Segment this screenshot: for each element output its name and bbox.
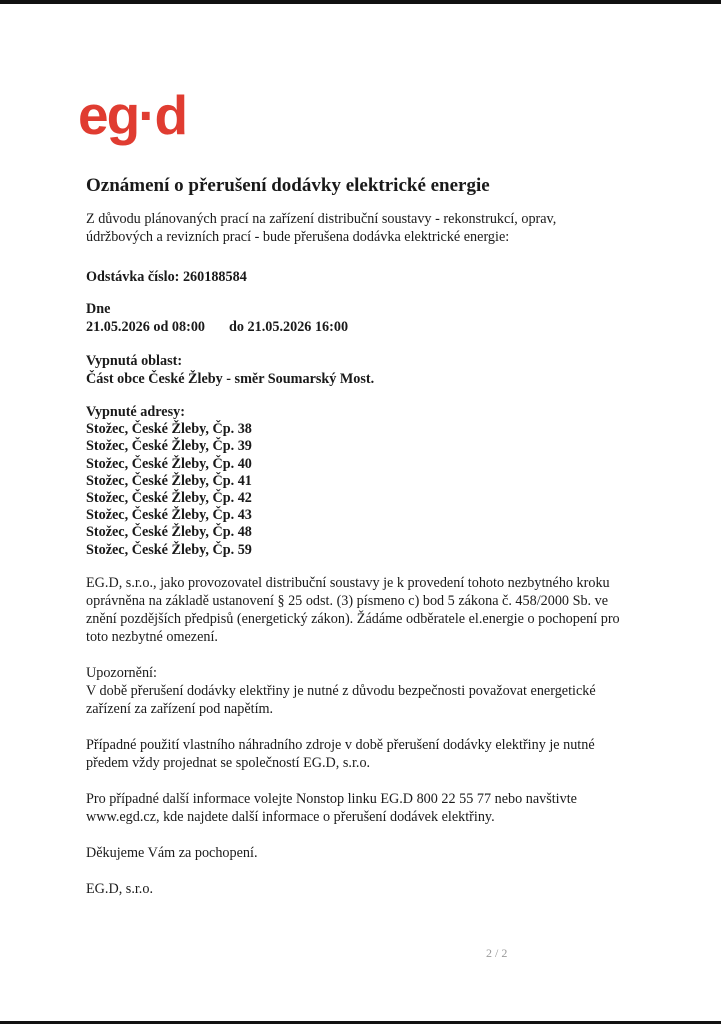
notice-body: [86, 210, 666, 916]
warning-line: zařízení za zařízení pod napětím.: [86, 700, 274, 717]
signature-text: EG.D, s.r.o.: [86, 880, 153, 897]
warning-line: V době přerušení dodávky elektřiny je nutné z důvodu bezpečnosti považovat energetické: [86, 682, 596, 699]
address-item: Stožec, České Žleby, Čp. 59: [86, 541, 252, 558]
address-item: Stožec, České Žleby, Čp. 48: [86, 524, 252, 541]
area-value: Část obce České Žleby - směr Soumarský Most.: [86, 371, 375, 387]
legal-line: EG.D, s.r.o., jako provozovatel distribuční soustavy je k provedení tohoto nezbytného kroku: [86, 574, 610, 591]
backup-line: Případné použití vlastního náhradního zdroje v době přerušení dodávky elektřiny je nutné: [86, 736, 595, 753]
addresses-label: Vypnuté adresy:: [86, 404, 185, 420]
warning-heading: Upozornění:: [86, 664, 157, 681]
area-label: Vypnutá oblast:: [86, 353, 183, 369]
legal-paragraph: [86, 574, 666, 646]
legal-line: znění pozdějších předpisů (energetický zákon). Žádáme odběratele el.energie o pochopení pro: [86, 610, 620, 627]
shutdown-number: Odstávka číslo: 260188584: [86, 269, 247, 285]
address-item: Stožec, České Žleby, Čp. 38: [86, 421, 252, 438]
date-to: do 21.05.2026 16:00: [229, 319, 349, 335]
addresses-block: [86, 404, 666, 559]
legal-line: toto nezbytné omezení.: [86, 628, 218, 645]
signature-block: [86, 880, 666, 898]
address-item: Stožec, České Žleby, Čp. 41: [86, 472, 252, 489]
info-line: Pro případné další informace volejte Nonstop linku EG.D 800 22 55 77 nebo navštivte: [86, 790, 577, 807]
egd-logo: [78, 88, 210, 146]
date-range: [86, 318, 666, 336]
legal-line: oprávněna na základě ustanovení § 25 odst. (3) písmeno c) bod 5 zákona č. 458/2000 Sb. ve: [86, 592, 609, 609]
info-line: www.egd.cz, kde najdete další informace o přerušení dodávek elektřiny.: [86, 808, 495, 825]
thanks-paragraph: [86, 844, 666, 862]
date-from: 21.05.2026 od 08:00: [86, 319, 206, 335]
thanks-text: Děkujeme Vám za pochopení.: [86, 844, 258, 861]
logo-text: eg·d: [78, 88, 187, 146]
info-paragraph: [86, 790, 666, 826]
intro-paragraph: [86, 210, 666, 246]
date-block: [86, 300, 666, 336]
top-edge-bar: [0, 0, 721, 4]
page-number: 2 / 2: [486, 946, 508, 960]
shutdown-number-block: [86, 268, 666, 286]
address-item: Stožec, České Žleby, Čp. 43: [86, 507, 252, 524]
intro-line: údržbových a revizních prací - bude přerušena dodávka elektrické energie:: [86, 229, 510, 245]
address-item: Stožec, České Žleby, Čp. 42: [86, 490, 252, 507]
address-item: Stožec, České Žleby, Čp. 39: [86, 438, 252, 455]
date-label: Dne: [86, 301, 111, 317]
intro-line: Z důvodu plánovaných prací na zařízení distribuční soustavy - rekonstrukcí, oprav,: [86, 211, 557, 227]
backup-paragraph: [86, 736, 666, 772]
backup-line: předem vždy projednat se společností EG.D, s.r.o.: [86, 754, 371, 771]
warning-paragraph: [86, 664, 666, 718]
page-title: Oznámení o přerušení dodávky elektrické energie: [86, 175, 490, 196]
area-block: [86, 352, 666, 388]
address-item: Stožec, České Žleby, Čp. 40: [86, 455, 252, 472]
